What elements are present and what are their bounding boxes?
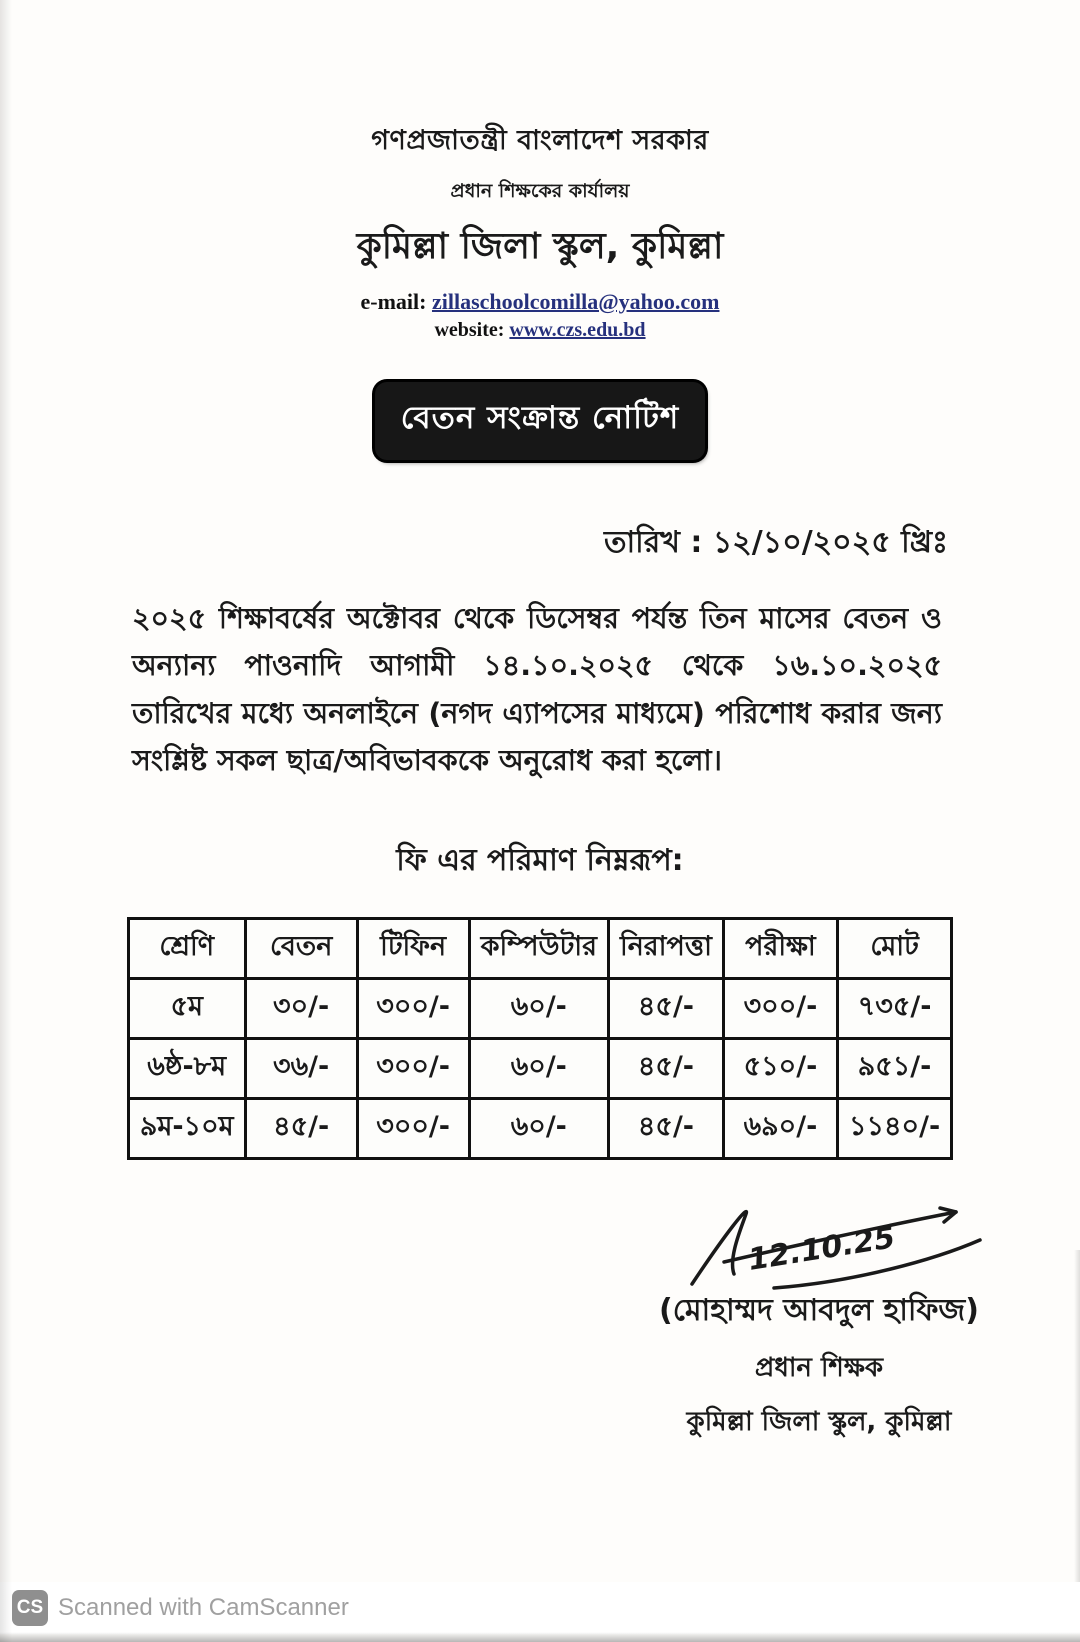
camscanner-footer	[0, 1582, 1080, 1634]
date-line: তারিখ : ১২/১০/২০২৫ খ্রিঃ	[603, 525, 948, 560]
government-line: গণপ্রজাতন্ত্রী বাংলাদেশ সরকার	[371, 125, 709, 156]
cell-exam: ৩০০/-	[723, 979, 837, 1039]
cell-security: ৪৫/-	[608, 1039, 723, 1099]
cell-class: ৯ম-১০ম	[128, 1099, 245, 1159]
cell-class: ৬ষ্ঠ-৮ম	[128, 1039, 245, 1099]
cell-class: ৫ম	[128, 979, 245, 1039]
cell-security: ৪৫/-	[608, 1099, 723, 1159]
fee-table-header-row	[128, 919, 951, 979]
scan-edge-shadow-right	[1074, 1250, 1080, 1582]
website-label: website:	[434, 319, 505, 341]
cell-security: ৪৫/-	[608, 979, 723, 1039]
cell-total: ৯৫১/-	[837, 1039, 951, 1099]
cell-total: ৭৩৫/-	[837, 979, 951, 1039]
notice-body-paragraph: ২০২৫ শিক্ষাবর্ষের অক্টোবর থেকে ডিসেম্বর পর্যন্ত তিন মাসের বেতন ও অন্যান্য পাওনাদি আগামী ১৪.১০.২০২৫ থেকে ১৬.১০.২০২৫ তারিখের মধ্যে অনলাইনে (নগদ এ্যাপসের মাধ্যমে) পরিশোধ করার জন্য সংশ্লিষ্ট সকল ছাত্র/অবিভাবককে অনুরোধ করা হলো।	[132, 602, 942, 777]
cell-exam: ৫১০/-	[723, 1039, 837, 1099]
cell-tiffin: ৩০০/-	[357, 1039, 469, 1099]
cell-tiffin: ৩০০/-	[357, 1099, 469, 1159]
table-row	[128, 979, 951, 1039]
email-address: zillaschoolcomilla@yahoo.com	[431, 289, 720, 314]
header-tuition: বেতন	[245, 919, 357, 979]
cell-computer: ৬০/-	[469, 1039, 608, 1099]
handwritten-signature-icon	[654, 1196, 984, 1292]
school-name: কুমিল্লা জিলা স্কুল, কুমিল্লা	[356, 226, 724, 267]
signer-title: প্রধান শিক্ষক	[754, 1353, 884, 1384]
camscanner-logo-icon: CS	[12, 1590, 48, 1626]
cell-exam: ৬৯০/-	[723, 1099, 837, 1159]
table-row	[128, 1099, 951, 1159]
cell-tuition: ৩৬/-	[245, 1039, 357, 1099]
header-class: শ্রেণি	[128, 919, 245, 979]
cell-tuition: ৩০/-	[245, 979, 357, 1039]
cell-tiffin: ৩০০/-	[357, 979, 469, 1039]
signature-block	[654, 1196, 984, 1445]
website-line	[0, 319, 1080, 342]
email-label: e-mail:	[360, 289, 427, 314]
header-exam: পরীক্ষা	[723, 919, 837, 979]
notice-title-badge: বেতন সংক্রান্ত নোটিশ	[375, 382, 705, 460]
email-line	[0, 289, 1080, 315]
camscanner-footer-text: Scanned with CamScanner	[58, 1594, 349, 1621]
cell-computer: ৬০/-	[469, 1099, 608, 1159]
fee-table-title: ফি এর পরিমাণ নিম্নরূপ:	[396, 843, 684, 879]
cell-tuition: ৪৫/-	[245, 1099, 357, 1159]
cell-total: ১১৪০/-	[837, 1099, 951, 1159]
signer-organization: কুমিল্লা জিলা স্কুল, কুমিল্লা	[686, 1407, 952, 1438]
header-computer: কম্পিউটার	[469, 919, 608, 979]
notice-badge-wrap	[0, 382, 1080, 460]
header-security: নিরাপত্তা	[608, 919, 723, 979]
table-row	[128, 1039, 951, 1099]
header-tiffin: টিফিন	[357, 919, 469, 979]
signature-date-text: 12.10.25	[745, 1220, 898, 1279]
office-line: প্রধান শিক্ষকের কার্যালয়	[450, 180, 630, 202]
website-address: www.czs.edu.bd	[509, 319, 646, 341]
letterhead	[0, 0, 1080, 342]
header-total: মোট	[837, 919, 951, 979]
fee-table	[127, 917, 953, 1160]
signer-name: (মোহাম্মদ আবদুল হাফিজ)	[659, 1293, 979, 1329]
cell-computer: ৬০/-	[469, 979, 608, 1039]
